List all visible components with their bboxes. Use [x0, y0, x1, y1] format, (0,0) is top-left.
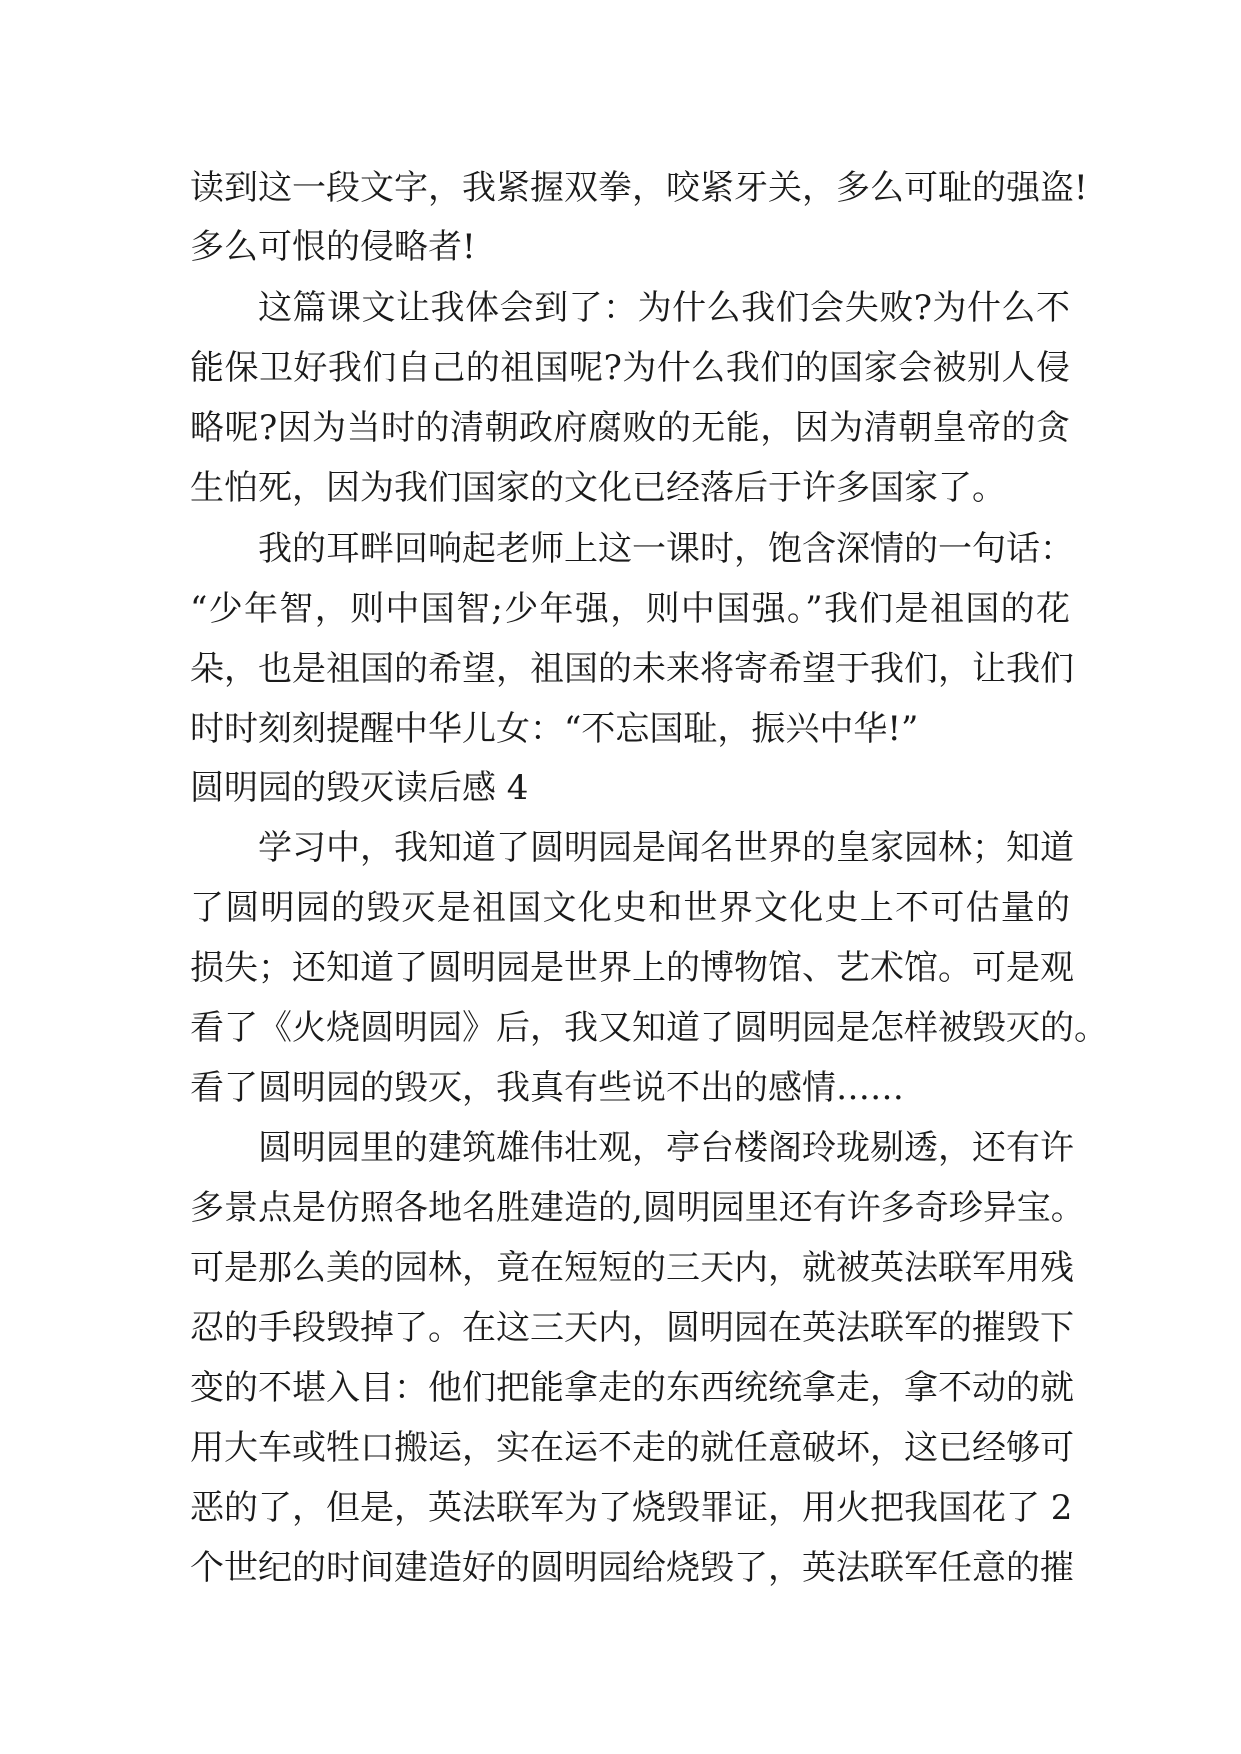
text-line: 时时刻刻提醒中华儿女：“不忘国耻，振兴中华!”: [190, 709, 919, 749]
text-line: 多景点是仿照各地名胜建造的,圆明园里还有许多奇珍异宝。: [190, 1188, 1085, 1228]
text-line: 读到这一段文字，我紧握双拳，咬紧牙关，多么可耻的强盗!: [190, 168, 1088, 208]
text-line: 看了《火烧圆明园》后，我又知道了圆明园是怎样被毁灭的。: [190, 1008, 1108, 1048]
text-line: 略呢?因为当时的清朝政府腐败的无能，因为清朝皇帝的贪: [190, 408, 1070, 448]
text-line: 这篇课文让我体会到了：为什么我们会失败?为什么不: [258, 288, 1070, 328]
text-line: 恶的了，但是，英法联军为了烧毁罪证，用火把我国花了 2: [190, 1488, 1073, 1528]
text-line: 忍的手段毁掉了。在这三天内，圆明园在英法联军的摧毁下: [190, 1308, 1074, 1348]
text-line: 了圆明园的毁灭是祖国文化史和世界文化史上不可估量的: [190, 888, 1070, 928]
text-line: 朵，也是祖国的希望，祖国的未来将寄希望于我们，让我们: [190, 649, 1074, 689]
text-line: 我的耳畔回响起老师上这一课时，饱含深情的一句话：: [258, 529, 1074, 569]
text-line: 可是那么美的园林，竟在短短的三天内，就被英法联军用残: [190, 1248, 1074, 1288]
text-line: 用大车或牲口搬运，实在运不走的就任意破坏，这已经够可: [190, 1428, 1074, 1468]
text-line: 生怕死，因为我们国家的文化已经落后于许多国家了。: [190, 468, 1006, 508]
text-line: 看了圆明园的毁灭，我真有些说不出的感情……: [190, 1068, 904, 1108]
text-line: 能保卫好我们自己的祖国呢?为什么我们的国家会被别人侵: [190, 348, 1070, 388]
text-line: 圆明园里的建筑雄伟壮观，亭台楼阁玲珑剔透，还有许: [258, 1128, 1074, 1168]
text-line: 损失；还知道了圆明园是世界上的博物馆、艺术馆。可是观: [190, 948, 1074, 988]
text-line: 个世纪的时间建造好的圆明园给烧毁了，英法联军任意的摧: [190, 1548, 1074, 1588]
text-line: 多么可恨的侵略者!: [190, 227, 476, 267]
text-line: “少年智，则中国智;少年强，则中国强。”我们是祖国的花: [190, 589, 1070, 629]
section-heading: 圆明园的毁灭读后感 4: [190, 768, 529, 808]
text-line: 变的不堪入目：他们把能拿走的东西统统拿走，拿不动的就: [190, 1368, 1074, 1408]
text-line: 学习中，我知道了圆明园是闻名世界的皇家园林；知道: [258, 828, 1074, 868]
